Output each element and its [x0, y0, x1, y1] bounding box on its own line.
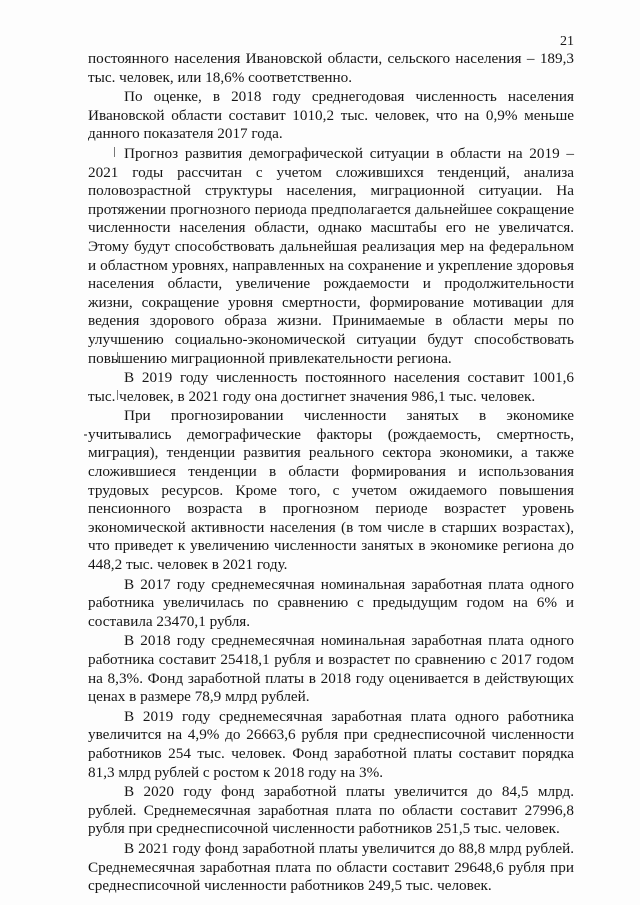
paragraph-population-2019-2021: В 2019 году численность постоянного населения составит 1001,6 тыс. человек, в 2021 году она достигнет значения 986,1 тыс. человек.: [88, 369, 574, 405]
scan-speck: [84, 434, 87, 436]
paragraph-employment-forecast: При прогнозировании численности занятых в экономике учитывались демографические факторы (рождаемость, смертность, миграция), тенденции развития реального сектора экономики, а также сложившиеся тенденции в области формирования и использования трудовых ресурсов. Кроме того, с учетом ожидаемого повышения пенсионного возраста в прогнозном периоде возрастет уровень экономической активности населения (в том числе в старших возрастах), что приведет к увеличению численности занятых в экономике региона до 448,2 тыс. человек в 2021 году.: [88, 407, 574, 574]
page-number: 21: [560, 34, 574, 49]
paragraph-wages-2018: В 2018 году среднемесячная номинальная заработная плата одного работника составит 25418,1 рубля и возрастет по сравнению с 2017 годом на 8,3%. Фонд заработной платы в 2018 году оценивается в действующих ценах в размере 78,9 млрд рублей.: [88, 632, 574, 706]
paragraph-wages-2019: В 2019 году среднемесячная заработная плата одного работника увеличится на 4,9% до 26663,6 рубля при среднесписочной численности работников 254 тыс. человек. Фонд заработной платы составит порядка 81,3 млрд рублей с ростом к 2018 году на 3%.: [88, 707, 574, 781]
paragraph-population-continued: постоянного населения Ивановской области, сельского населения – 189,3 тыс. человек, или 18,6% соответственно.: [88, 50, 574, 86]
paragraph-wages-2017: В 2017 году среднемесячная номинальная заработная плата одного работника увеличилась по сравнению с предыдущим годом на 6% и составила 23470,1 рубля.: [88, 575, 574, 630]
paragraph-wages-2021: В 2021 году фонд заработной платы увеличится до 88,8 млрд рублей. Среднемесячная заработная плата по области составит 29648,6 рубля при среднесписочной численности работников 249,5 тыс. человек.: [88, 839, 574, 895]
paragraph-wages-2020: В 2020 году фонд заработной платы увеличится до 84,5 млрд. рублей. Среднемесячная заработная плата по области составит 27996,8 рубля при среднесписочной численности работников 251,5 тыс. человек.: [88, 783, 574, 838]
paragraph-demographic-forecast: Прогноз развития демографической ситуации в области на 2019 – 2021 годы рассчитан с учетом сложившихся тенденций, анализа половозрастной структуры населения, миграционной ситуации. На протяжении прогнозного периода предполагается дальнейшее сокращение численности населения области, однако масштабы его не увеличатся. Этому будут способствовать дальнейшая реализация мер на федеральном и областном уровнях, направленных на сохранение и укрепление здоровья населения области, увеличение рождаемости и продолжительности жизни, сокращение уровня смертности, формирование мотивации для ведения здорового образа жизни. Принимаемые в области меры по улучшению социально-экономической ситуации будут способствовать повышению миграционной привлекательности региона.: [88, 144, 574, 367]
document-body: [88, 50, 574, 897]
paragraph-population-estimate-2018: По оценке, в 2018 году среднегодовая численность населения Ивановской области составит 1010,2 тыс. человек, что на 0,9% меньше данного показателя 2017 года.: [88, 88, 574, 143]
